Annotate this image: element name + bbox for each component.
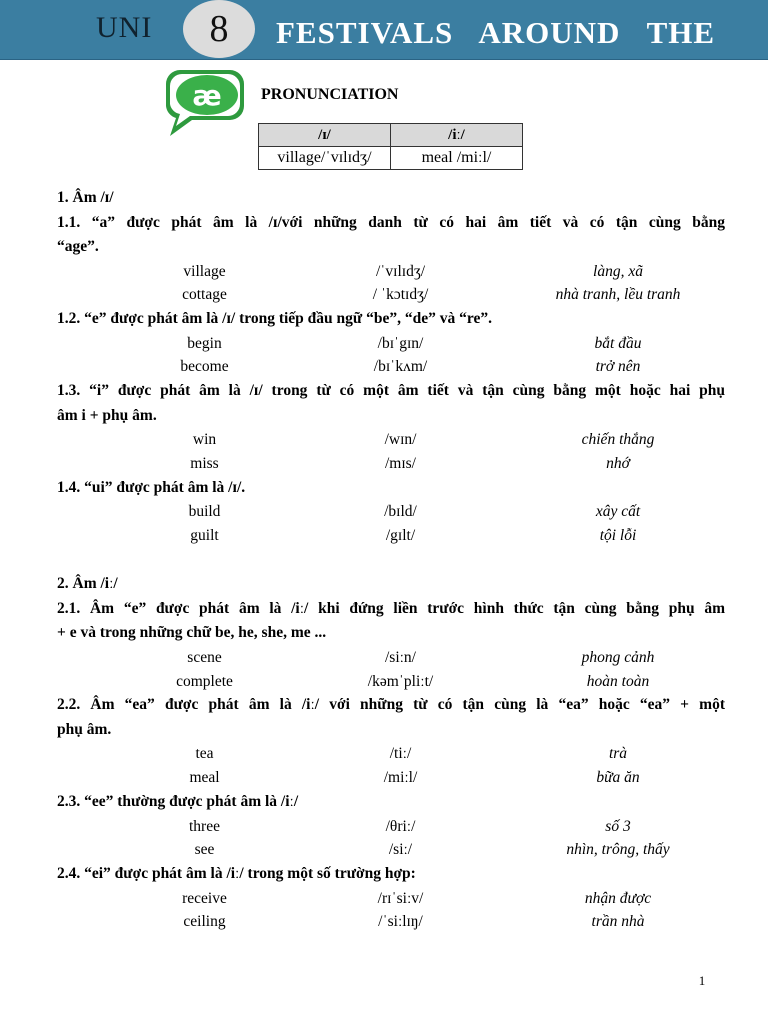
example-ipa: /θriː/ xyxy=(385,817,416,835)
pronunciation-heading: PRONUNCIATION xyxy=(261,86,399,103)
example-ipa: /mɪs/ xyxy=(384,454,416,472)
example-word: guilt xyxy=(190,527,219,545)
example-ipa: /bɪld/ xyxy=(384,503,417,521)
example-meaning: phong cảnh xyxy=(581,648,655,666)
example-meaning: hoàn toàn xyxy=(586,672,650,690)
example-row xyxy=(57,500,725,524)
example-ipa: /wɪn/ xyxy=(384,431,417,449)
example-word: become xyxy=(180,358,229,376)
example-word: ceiling xyxy=(183,913,226,931)
example-meaning: nhìn, trông, thấy xyxy=(566,841,670,859)
example-row xyxy=(57,887,725,911)
example-word: receive xyxy=(182,889,227,907)
table-example-meal: meal /miːl/ xyxy=(391,147,523,170)
logo-glyph: æ xyxy=(192,79,222,112)
example-word: village xyxy=(183,262,226,280)
example-row xyxy=(57,670,725,694)
example-ipa: /ˈvɪlɪdʒ/ xyxy=(375,262,426,280)
example-meaning: trà xyxy=(608,745,628,763)
example-word: build xyxy=(188,503,221,521)
example-ipa: /tiː/ xyxy=(389,745,412,763)
example-word: tea xyxy=(195,745,214,763)
example-meaning: bắt đầu xyxy=(594,334,642,352)
example-row xyxy=(57,742,725,766)
rule-text: 1.1. “a” được phát âm là /ɪ/với những danh từ có hai âm tiết và có tận cùng bằng xyxy=(57,213,725,231)
rule-text: + e và trong những chữ be, he, she, me ... xyxy=(57,624,327,642)
example-row xyxy=(57,646,725,670)
rule-text: phụ âm. xyxy=(57,720,112,738)
example-word: complete xyxy=(176,672,233,690)
page-number: 1 xyxy=(698,973,706,988)
example-word: miss xyxy=(190,454,219,472)
example-ipa: / ˈkɔtɪdʒ/ xyxy=(372,286,429,304)
rule-text: âm i + phụ âm. xyxy=(57,406,157,424)
example-row xyxy=(57,355,725,379)
example-ipa: /bɪˈkʌm/ xyxy=(373,358,428,376)
section-spacer xyxy=(57,548,725,573)
example-row xyxy=(57,910,725,934)
example-word: cottage xyxy=(182,286,227,304)
example-row xyxy=(57,452,725,476)
rule-text: 2.2. Âm “ea” được phát âm là /iː/ với những từ có tận cùng là “ea” hoặc “ea” + một xyxy=(57,696,725,714)
example-meaning: chiến thắng xyxy=(581,431,655,449)
example-meaning: nhận được xyxy=(584,889,652,907)
example-word: three xyxy=(189,817,220,835)
example-meaning: số 3 xyxy=(605,817,631,835)
banner-divider xyxy=(0,59,768,60)
example-ipa: /bɪˈgɪn/ xyxy=(377,334,424,352)
rule-text: 1.4. “ui” được phát âm là /ɪ/. xyxy=(57,478,246,496)
rule-text: 2.4. “ei” được phát âm là /iː/ trong một số trường hợp: xyxy=(57,865,416,883)
example-ipa: /siːn/ xyxy=(384,648,416,666)
example-row xyxy=(57,260,725,284)
example-meaning: nhà tranh, lều tranh xyxy=(555,286,681,304)
example-row xyxy=(57,283,725,307)
unit-banner xyxy=(0,0,768,60)
table-header-long-i: /iː/ xyxy=(391,124,523,147)
example-meaning: làng, xã xyxy=(593,262,643,280)
example-word: scene xyxy=(187,648,222,666)
example-ipa: /rɪˈsiːv/ xyxy=(377,889,424,907)
table-example-village: village/ˈvɪlɪdʒ/ xyxy=(259,147,391,170)
example-meaning: bữa ăn xyxy=(596,769,640,787)
example-meaning: trở nên xyxy=(595,358,641,376)
unit-number-badge: 8 xyxy=(183,0,255,58)
example-ipa: /siː/ xyxy=(388,841,413,859)
rule-text: “age”. xyxy=(57,238,99,255)
example-ipa: /kəmˈpliːt/ xyxy=(367,672,434,690)
rule-text: 1.2. “e” được phát âm là /ɪ/ trong tiếp đầu ngữ “be”, “de” và “re”. xyxy=(57,310,492,328)
rule-text: 1.3. “i” được phát âm là /ɪ/ trong từ có một âm tiết và tận cùng bằng một hoặc hai phụ xyxy=(57,382,725,400)
example-word: begin xyxy=(187,334,222,352)
example-ipa: /miːl/ xyxy=(383,769,418,787)
sound-comparison-table xyxy=(258,123,523,170)
example-meaning: trần nhà xyxy=(591,913,645,931)
section-heading: 2. Âm /iː/ xyxy=(57,575,118,593)
example-row xyxy=(57,428,725,452)
rule-text: 2.3. “ee” thường được phát âm là /iː/ xyxy=(57,793,299,811)
speech-bubble-ae-icon xyxy=(162,66,246,138)
example-word: see xyxy=(194,841,215,859)
lesson-content xyxy=(57,186,725,934)
example-row xyxy=(57,332,725,356)
example-ipa: /gɪlt/ xyxy=(385,527,416,545)
table-header-short-i: /ɪ/ xyxy=(259,124,391,147)
example-word: meal xyxy=(189,769,220,787)
example-row xyxy=(57,838,725,862)
unit-label: UNI xyxy=(96,11,153,44)
example-row xyxy=(57,766,725,790)
example-row xyxy=(57,524,725,548)
section-heading: 1. Âm /ɪ/ xyxy=(57,189,114,206)
rule-text: 2.1. Âm “e” được phát âm là /iː/ khi đứng liền trước hình thức tận cùng bằng phụ âm xyxy=(57,599,725,617)
unit-title: FESTIVALS AROUND THE xyxy=(276,15,716,50)
example-ipa: /ˈsiːlɪŋ/ xyxy=(378,913,423,931)
example-row xyxy=(57,815,725,839)
example-word: win xyxy=(192,431,217,449)
example-meaning: xây cất xyxy=(595,503,641,521)
example-meaning: nhớ xyxy=(606,454,630,472)
example-meaning: tội lỗi xyxy=(599,527,637,545)
